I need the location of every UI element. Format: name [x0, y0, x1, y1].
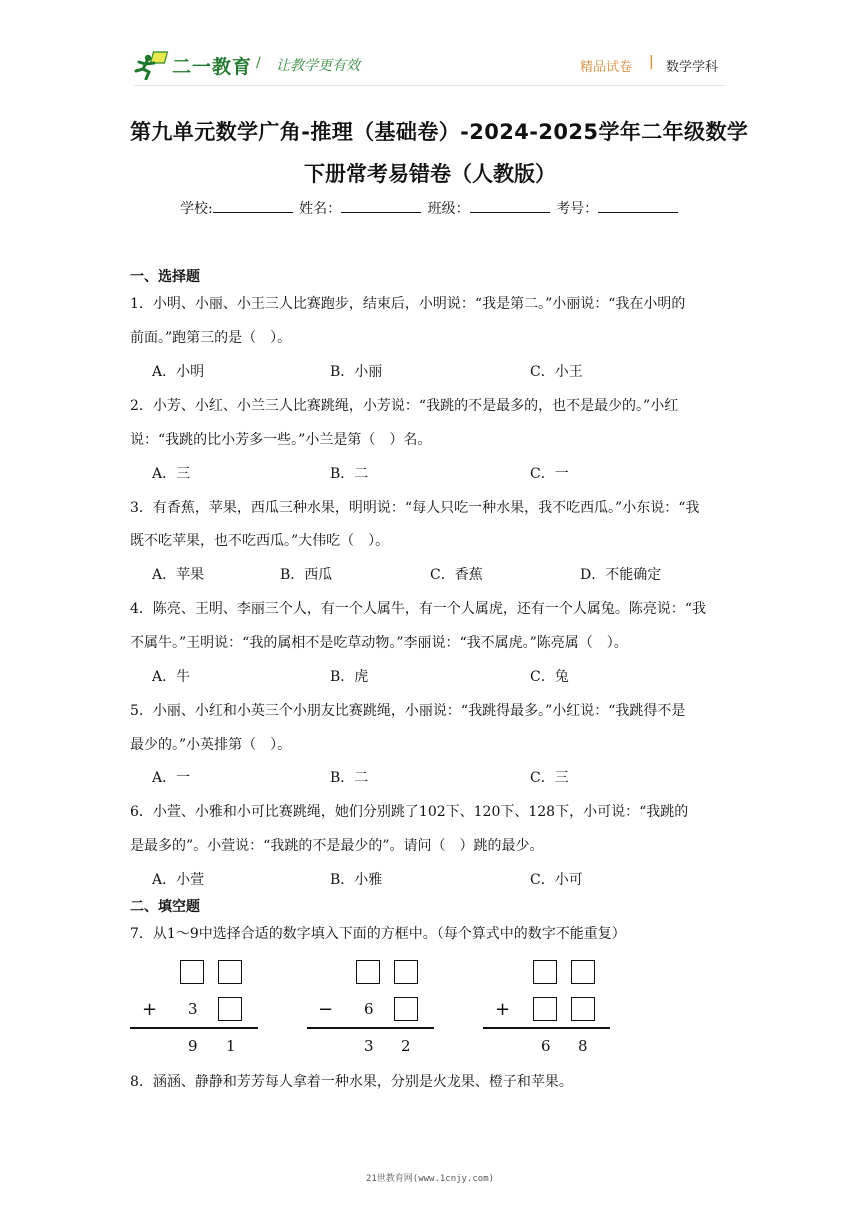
operator: +: [142, 999, 158, 1020]
result-digit: 8: [578, 1037, 588, 1055]
question-2-line1: 2．小芳、小红、小兰三人比赛跳绳，小芳说：“我跳的不是最多的，也不是最少的。”小红: [130, 398, 679, 414]
section-heading-fill: 二、填空题: [130, 899, 200, 915]
question-2-line2: 说：“我跳的比小芳多一些。”小兰是第（ ）名。: [130, 432, 432, 448]
option-b[interactable]: B．二: [330, 770, 369, 786]
name-field[interactable]: [341, 198, 421, 213]
class-label: 班级：: [427, 201, 470, 217]
option-a[interactable]: A．三: [152, 466, 191, 482]
page-footer: 21世教育网(www.1cnjy.com): [365, 1174, 495, 1184]
question-6-line2: 是最多的”。小萱说：“我跳的不是最少的”。请问（ ）跳的最少。: [130, 838, 544, 854]
question-6-line1: 6．小萱、小雅和小可比赛跳绳，她们分别跳了102下、120下、128下，小可说：“我跳的: [130, 804, 689, 820]
page-title-line2: 下册常考易错卷（人教版）: [304, 162, 556, 186]
header-rule: [134, 85, 726, 86]
result-digit: 2: [401, 1037, 411, 1055]
result-digit: 3: [364, 1037, 374, 1055]
answer-box[interactable]: [394, 997, 418, 1021]
class-field[interactable]: [470, 198, 550, 213]
name-label: 姓名：: [299, 201, 342, 217]
result-digit: 9: [188, 1037, 198, 1055]
option-c[interactable]: C．一: [530, 466, 569, 482]
student-info-row: [180, 198, 680, 218]
answer-box[interactable]: [533, 997, 557, 1021]
answer-box[interactable]: [571, 997, 595, 1021]
operator: −: [318, 999, 334, 1020]
answer-box[interactable]: [356, 960, 380, 984]
page-title-line1: 第九单元数学广角-推理（基础卷）-2024-2025学年二年级数学: [130, 120, 749, 144]
operator: +: [495, 999, 511, 1020]
section-heading-choice: 一、选择题: [130, 269, 200, 285]
answer-box[interactable]: [533, 960, 557, 984]
option-c[interactable]: C．香蕉: [430, 567, 483, 583]
option-a[interactable]: A．小萱: [152, 872, 205, 888]
option-b[interactable]: B．小雅: [330, 872, 383, 888]
header-divider: /: [256, 55, 261, 71]
school-label: 学校:: [180, 201, 213, 217]
question-5-line1: 5．小丽、小红和小英三个小朋友比赛跳绳，小丽说：“我跳得最多。”小红说：“我跳得不是: [130, 703, 686, 719]
question-5-line2: 最少的。”小英排第（ ）。: [130, 737, 292, 753]
sum-line: [483, 1027, 610, 1029]
runner-logo-icon: [134, 50, 170, 80]
exam-number-label: 考号：: [556, 201, 599, 217]
option-c[interactable]: C．三: [530, 770, 569, 786]
option-c[interactable]: C．小可: [530, 872, 583, 888]
question-4-line1: 4．陈亮、王明、李丽三个人，有一个人属牛，有一个人属虎，还有一个人属兔。陈亮说：“我: [130, 601, 707, 617]
option-a[interactable]: A．一: [152, 770, 191, 786]
digit: 6: [364, 1000, 374, 1018]
brand-label: 精品试卷: [580, 60, 633, 75]
sum-line: [130, 1027, 258, 1029]
option-b[interactable]: B．二: [330, 466, 369, 482]
option-b[interactable]: B．虎: [330, 669, 369, 685]
option-b[interactable]: B．西瓜: [280, 567, 333, 583]
digit: 3: [188, 1000, 198, 1018]
option-b[interactable]: B．小丽: [330, 364, 383, 380]
answer-box[interactable]: [180, 960, 204, 984]
subject-label: 数学学科: [666, 60, 719, 75]
option-c[interactable]: C．小王: [530, 364, 583, 380]
result-digit: 1: [226, 1037, 236, 1055]
option-d[interactable]: D．不能确定: [580, 567, 662, 583]
question-7-text: 7．从1～9中选择合适的数字填入下面的方框中。（每个算式中的数字不能重复）: [130, 926, 626, 942]
difference-line: [307, 1027, 434, 1029]
school-field[interactable]: [213, 198, 293, 213]
logo-text: 二一教育: [172, 56, 253, 78]
option-a[interactable]: A．牛: [152, 669, 191, 685]
brand-separator: |: [649, 54, 654, 70]
slogan: 让教学更有效: [276, 58, 360, 74]
question-1-line1: 1．小明、小丽、小王三人比赛跑步，结束后，小明说：“我是第二。”小丽说：“我在小明的: [130, 296, 686, 312]
question-4-line2: 不属牛。”王明说：“我的属相不是吃草动物。”李丽说：“我不属虎。”陈亮属（ ）。: [130, 635, 628, 651]
question-3-line2: 既不吃苹果，也不吃西瓜。”大伟吃（ ）。: [130, 533, 390, 549]
question-1-line2: 前面。”跑第三的是（ ）。: [130, 330, 292, 346]
logo-mark: [134, 50, 170, 80]
option-a[interactable]: A．小明: [152, 364, 205, 380]
question-8-text: 8．涵涵、静静和芳芳每人拿着一种水果，分别是火龙果、橙子和苹果。: [130, 1074, 573, 1090]
exam-number-field[interactable]: [598, 198, 678, 213]
answer-box[interactable]: [394, 960, 418, 984]
option-a[interactable]: A．苹果: [152, 567, 205, 583]
option-c[interactable]: C．兔: [530, 669, 569, 685]
answer-box[interactable]: [571, 960, 595, 984]
answer-box[interactable]: [218, 997, 242, 1021]
result-digit: 6: [541, 1037, 551, 1055]
answer-box[interactable]: [218, 960, 242, 984]
question-3-line1: 3．有香蕉，苹果，西瓜三种水果，明明说：“每人只吃一种水果，我不吃西瓜。”小东说：“我: [130, 500, 700, 516]
